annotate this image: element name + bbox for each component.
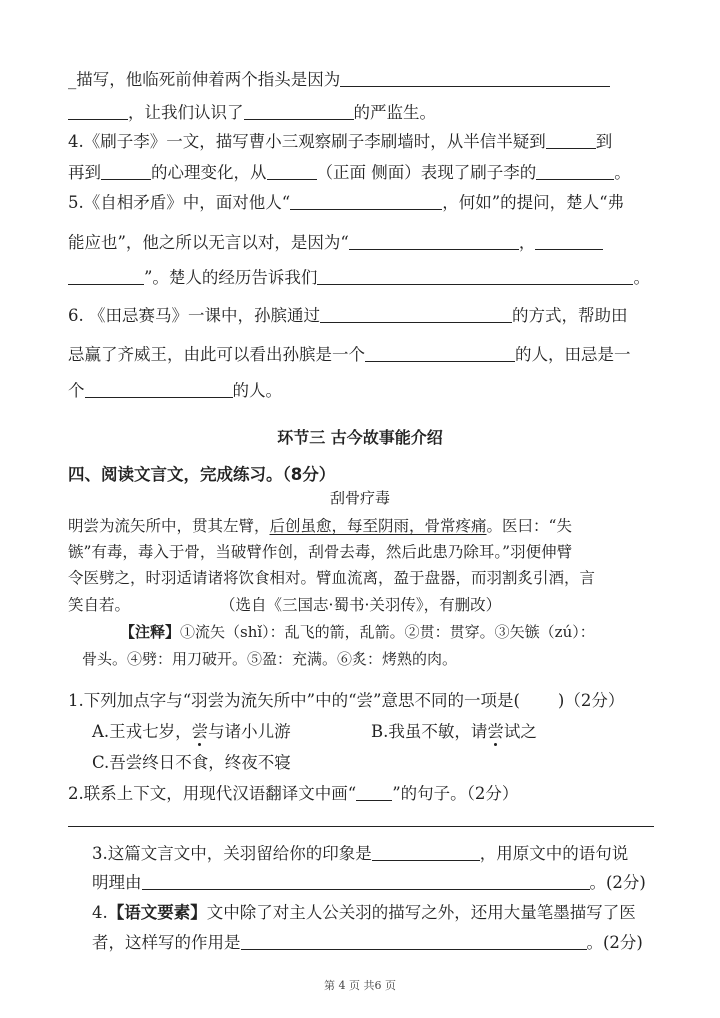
answer-blank[interactable] (68, 102, 128, 120)
text: ①流矢（shǐ）：乱飞的箭，乱箭。②贯：贯穿。③矢镞（zú）： (180, 623, 595, 641)
q4-line1 (68, 128, 612, 152)
text: _描写，他临死前伸着两个指头是因为 (68, 70, 341, 89)
text: ， (518, 233, 536, 252)
notes-line1 (120, 621, 595, 642)
q1-stem (68, 687, 624, 711)
text: 能应也”，他之所以无言以对，是因为“ (68, 233, 349, 252)
passage-line1 (68, 514, 572, 536)
answer-blank[interactable] (365, 344, 515, 362)
passage-line2: 镞”有毒，毒入于骨，当破臂作创，刮骨去毒，然后此患乃除耳。”羽便伸臂 (68, 543, 573, 561)
answer-blank[interactable] (101, 162, 151, 180)
text: ”。楚人的经历告诉我们 (144, 268, 318, 287)
text: 3.这篇文言文中，关羽留给你的印象是 (92, 844, 372, 863)
q6-line3 (68, 377, 282, 401)
passage-line4 (68, 593, 501, 615)
answer-blank[interactable] (320, 305, 512, 323)
answer-blank[interactable] (241, 932, 587, 950)
answer-blank[interactable] (372, 843, 480, 861)
underline-sample (356, 783, 392, 801)
q5-line3 (68, 264, 650, 288)
answer-blank[interactable] (68, 267, 144, 285)
answer-blank[interactable] (290, 192, 442, 210)
text: （正面 侧面）表现了刷子李的 (316, 163, 537, 182)
text: 5.《自相矛盾》中，面对他人“ (68, 193, 291, 212)
text: 4. (92, 903, 108, 922)
text: 的严监生。 (353, 103, 436, 122)
q3-line2 (92, 869, 646, 893)
text: )（2分） (557, 691, 625, 710)
text: 明理由 (92, 873, 142, 892)
text: A.王戎七岁， (92, 722, 192, 741)
text: 4.《刷子李》一文，描写曹小三观察刷子李刷墙时，从半信半疑到 (68, 132, 546, 151)
text: 的方式，帮助田 (512, 306, 628, 325)
text: 6. 《田忌赛马》一课中，孙膑通过 (68, 306, 320, 325)
q5-line1 (68, 189, 624, 213)
answer-blank[interactable] (267, 162, 317, 180)
text: 者，这样写的作用是 (92, 933, 241, 952)
notes-line2: 骨头。④劈：用刀破开。⑤盈：充满。⑥炙：烤熟的肉。 (82, 650, 458, 668)
text: 忌赢了齐威王，由此可以看出孙膑是一个 (68, 345, 365, 364)
q4b-line1 (92, 899, 636, 923)
passage-line3: 令医劈之，时羽适请诸将饮食相对。臂血流离，盈于盘器，而羽割炙引酒，言 (68, 569, 596, 587)
answer-blank[interactable] (535, 232, 603, 250)
q4b-line2 (92, 929, 643, 953)
text: ，何如”的提问，楚人“弗 (442, 193, 625, 212)
text: 再到 (68, 163, 101, 182)
q1-option-c: C.吾尝终日不食，终夜不寝 (92, 753, 291, 772)
text: ，用原文中的语句说 (479, 844, 629, 863)
text: 。 (633, 268, 650, 287)
text: 与诸小儿游 (208, 722, 291, 741)
part-title: 四、阅读文言文，完成练习。（8分） (68, 465, 336, 484)
q2-stem (68, 780, 518, 804)
text: 笑自若。 (68, 596, 131, 614)
text: 1.下列加点字与“羽尝为流矢所中”中的“尝”意思不同的一项是( (68, 691, 520, 710)
q3-cont-line1 (68, 66, 610, 90)
source-citation: （选自《三国志·蜀书·关羽传》，有删改） (220, 596, 502, 614)
text: 。医曰：“失 (486, 517, 572, 535)
answer-blank[interactable] (142, 872, 590, 890)
text: 的人。 (232, 381, 282, 400)
section-title: 环节三 古今故事能介绍 (277, 428, 443, 447)
passage-title: 刮骨疗毒 (329, 489, 390, 507)
dotted-char: 尝 (191, 722, 209, 741)
text: 个 (68, 381, 85, 400)
text: 的人，田忌是一 (515, 345, 631, 364)
answer-blank[interactable] (85, 380, 233, 398)
q2-answer-line[interactable] (68, 826, 654, 827)
text: 。 (614, 163, 631, 182)
text: ，让我们认识了 (128, 103, 244, 122)
q3-line1 (92, 840, 628, 864)
text: 的心理变化，从 (151, 163, 267, 182)
text: 试之 (503, 722, 537, 741)
text: 明尝为流矢所中，贯其左臂， (68, 517, 270, 535)
q5-line2 (68, 229, 603, 253)
text: 。(2分) (586, 933, 643, 952)
text: B.我虽不敏，请 (371, 722, 488, 741)
answer-blank[interactable] (317, 267, 633, 285)
text: 2.联系上下文，用现代汉语翻译文中画“ (68, 784, 357, 803)
text: 。(2分) (589, 873, 646, 892)
notes-label: 【注释】 (120, 623, 181, 641)
answer-blank[interactable] (349, 232, 519, 250)
q1-option-b (371, 718, 537, 742)
answer-blank[interactable] (244, 102, 354, 120)
text: 到 (595, 132, 613, 151)
q4-line2 (68, 159, 631, 183)
underlined-sentence: 后创虽愈，每至阴雨，骨常疼痛 (269, 517, 487, 535)
dotted-char: 尝 (487, 722, 504, 741)
answer-blank[interactable] (546, 131, 596, 149)
page-number: 第 4 页 共6 页 (324, 979, 396, 992)
text: 文中除了对主人公关羽的描写之外，还用大量笔墨描写了医 (206, 903, 636, 922)
q6-line1 (68, 302, 628, 326)
text: ”的句子。（2分） (392, 784, 519, 803)
q3-cont-line2 (68, 99, 436, 123)
answer-blank[interactable] (340, 69, 610, 87)
q6-line2 (68, 341, 631, 365)
tag-label: 【语文要素】 (107, 903, 207, 922)
q1-option-a (92, 718, 291, 742)
answer-blank[interactable] (536, 162, 614, 180)
